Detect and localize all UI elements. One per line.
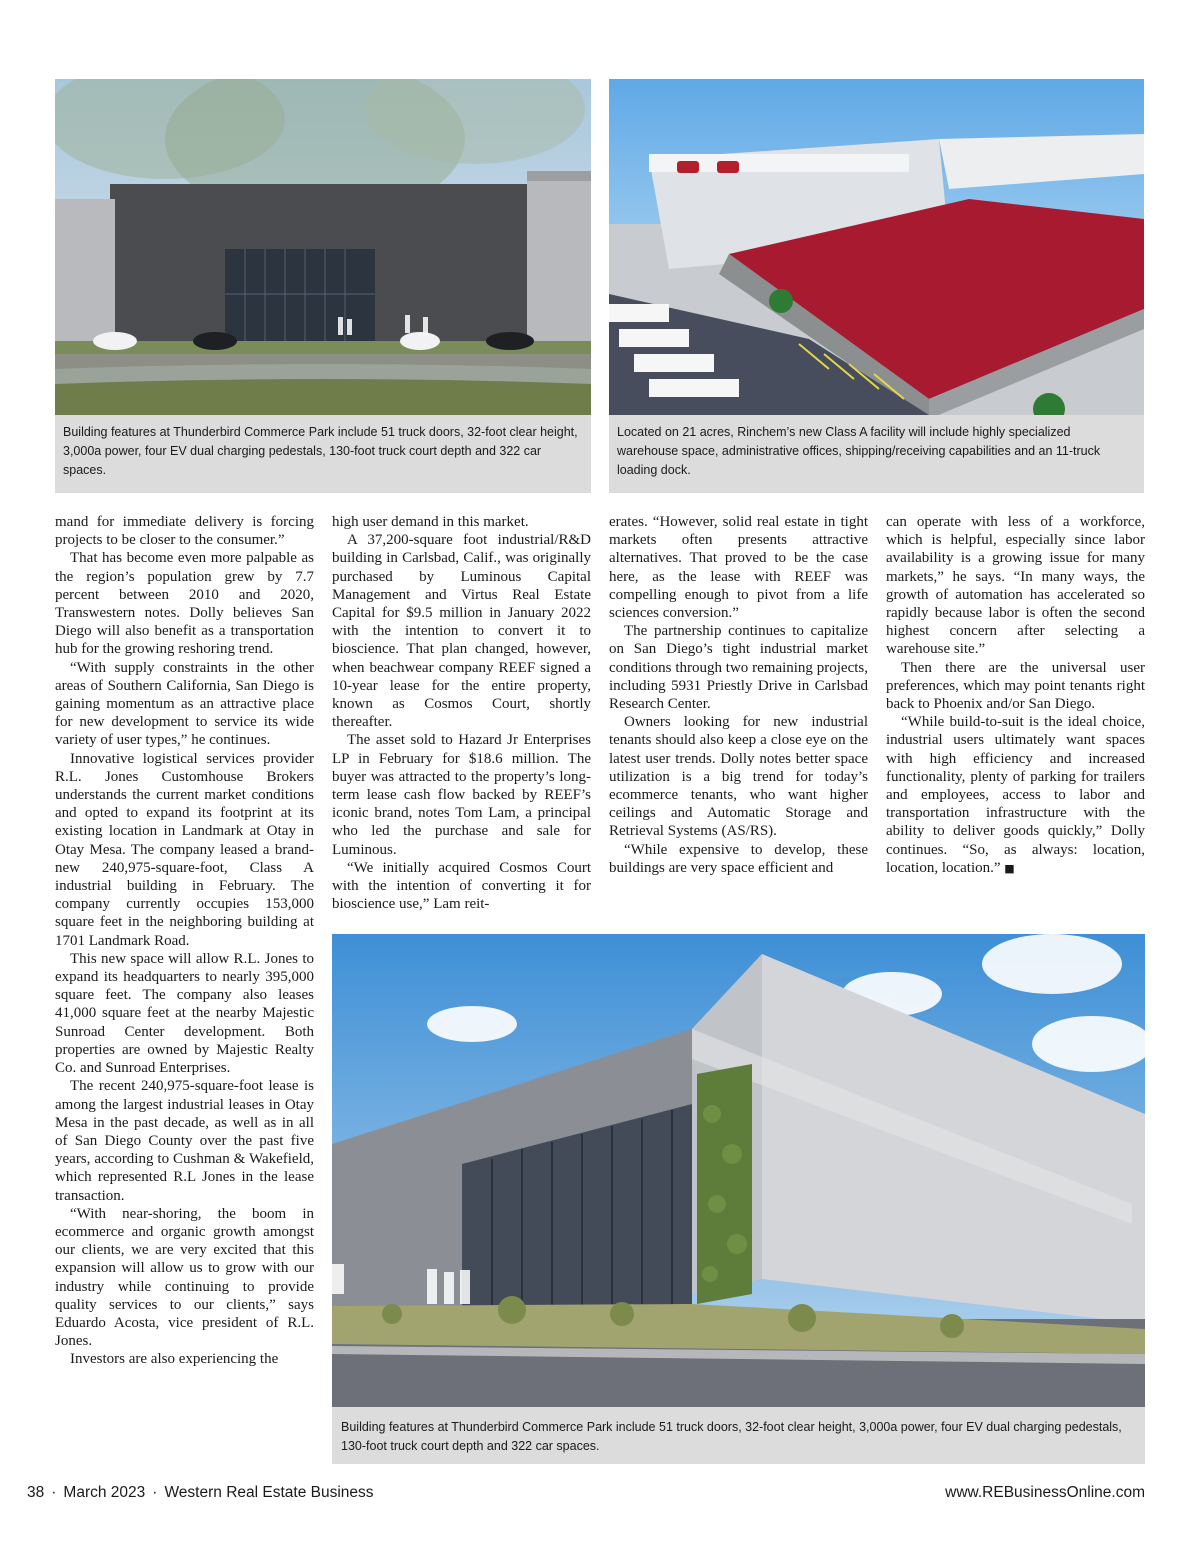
paragraph: The asset sold to Hazard Jr Enterprises LP in February for $18.6 million. The buyer was attracted to the property’s long-term lease cash flow backed by REEF’s iconic brand, notes Tom Lam, a principal who led the purchase and sale for Luminous. bbox=[332, 732, 591, 858]
paragraph: mand for immediate delivery is forcing projects to be closer to the consumer.” bbox=[55, 514, 314, 549]
paragraph: high user demand in this market. bbox=[332, 514, 529, 530]
page-number: 38 bbox=[27, 1484, 45, 1501]
paragraph: That has become even more palpable as the region’s population grew by 7.7 percent between 2010 and 2020, Transwestern notes. Dolly believes San Diego will also benefit as a transportation hub for the growing reshoring trend. bbox=[55, 550, 314, 658]
paragraph: erates. “However, solid real estate in tight markets often presents attractive alternatives. That proved to be the case here, as the lease with REEF was compelling enough to pivot from a life sciences conversion.” bbox=[609, 514, 868, 622]
paragraph: Then there are the universal user preferences, which may point tenants right back to Phoenix and/or San Diego. bbox=[886, 659, 1145, 713]
separator: · bbox=[51, 1484, 57, 1501]
photo-thunderbird-corner bbox=[332, 934, 1145, 1407]
page-footer-left bbox=[27, 1484, 374, 1502]
paragraph: “With near-shoring, the boom in ecommerce and organic growth amongst our clients, we are very excited that this expansion will allow us to grow with our industry while continuing to provide quality services to our clients,” says Eduardo Acosta, vice president of R.L. Jones. bbox=[55, 1205, 314, 1350]
photo-thunderbird-front bbox=[55, 79, 591, 415]
photo-caption: Building features at Thunderbird Commerce Park include 51 truck doors, 32-foot clear height, 3,000a power, four EV dual charging pedestals, 130-foot truck court depth and 322 car spaces. bbox=[55, 415, 591, 493]
photo-caption: Located on 21 acres, Rinchem’s new Class A facility will include highly specialized warehouse space, administrative offices, shipping/receiving capabilities and an 11-truck loading dock. bbox=[609, 415, 1144, 493]
paragraph: Owners looking for new industrial tenants should also keep a close eye on the latest user trends. Dolly notes better space utilization is a big trend for today’s ecommerce tenants, who want higher ceilings and Automatic Storage and Retrieval Systems (AS/RS). bbox=[609, 714, 868, 840]
article-column-2 bbox=[332, 513, 591, 913]
paragraph-text: “While build-to-suit is the ideal choice, industrial users ultimately want spaces with high efficiency and increased functionality, plenty of parking for trailers and employees, access to labor and transportation infrastructure with the ability to deliver goods quickly,” Dolly continues. “So, as always: location, location, location.” bbox=[886, 714, 1145, 876]
photo-rinchem-facility bbox=[609, 79, 1144, 415]
photo-caption: Building features at Thunderbird Commerce Park include 51 truck doors, 32-foot clear height, 3,000a power, four EV dual charging pedestals, 130-foot truck court depth and 322 car spaces. bbox=[332, 1407, 1145, 1464]
paragraph: Investors are also experiencing the bbox=[70, 1351, 279, 1368]
paragraph: can operate with less of a workforce, which is helpful, especially since labor availability is a growing issue for many markets,” he says. “In many ways, the growth of automation has accelerated so rapidly because labor is often the second highest concern after selecting a warehouse site.” bbox=[886, 514, 1145, 658]
website-link[interactable]: www.REBusinessOnline.com bbox=[945, 1484, 1145, 1501]
end-of-article-mark: ■ bbox=[1004, 861, 1015, 875]
publication-name: Western Real Estate Business bbox=[164, 1484, 374, 1501]
paragraph bbox=[886, 713, 1145, 878]
paragraph: “While expensive to develop, these buildings are very space efficient and bbox=[609, 841, 868, 876]
separator: · bbox=[152, 1484, 158, 1501]
paragraph: “With supply constraints in the other areas of Southern California, San Diego is gaining momentum as an attractive place for new development to service its wide variety of user types,” he continues. bbox=[55, 659, 314, 749]
paragraph: A 37,200-square foot industrial/R&D building in Carlsbad, Calif., was originally purchased by Luminous Capital Management and Virtus Real Estate Capital for $9.5 million in January 2022 with the intention to convert it to bioscience. That plan changed, however, when beachwear company REEF signed a 10-year lease for the entire property, known as Cosmos Court, shortly thereafter. bbox=[332, 532, 591, 731]
article-column-4 bbox=[886, 513, 1145, 878]
article-column-1 bbox=[55, 513, 314, 1369]
paragraph: “We initially acquired Cosmos Court with the intention of converting it for bioscience use,” Lam reit- bbox=[332, 859, 591, 913]
issue-date: March 2023 bbox=[63, 1484, 146, 1501]
paragraph: The partnership continues to capitalize on San Diego’s tight industrial market conditions through two remaining projects, including 5931 Priestly Drive in Carlsbad Research Center. bbox=[609, 623, 868, 713]
paragraph: The recent 240,975-square-foot lease is among the largest industrial leases in Otay Mesa in the past decade, as well as in all of San Diego County over the past five years, according to Cushman & Wakefield, which represented R.L Jones in the lease transaction. bbox=[55, 1078, 314, 1204]
article-column-3 bbox=[609, 513, 868, 877]
paragraph: This new space will allow R.L. Jones to expand its headquarters to nearly 395,000 square feet. The company also leases 41,000 square feet at the nearby Majestic Sunroad Center development. Both properties are owned by Majestic Realty Co. and Sunroad Enterprises. bbox=[55, 950, 314, 1077]
paragraph: Innovative logistical services provider R.L. Jones Customhouse Brokers understands the current market conditions and opted to expand its footprint at its existing location in Landmark at Otay in Otay Mesa. The company leased a brand-new 240,975-square-foot, Class A industrial building in February. The company currently occupies 153,000 square feet in the neighboring building at 1701 Landmark Road. bbox=[55, 750, 314, 949]
